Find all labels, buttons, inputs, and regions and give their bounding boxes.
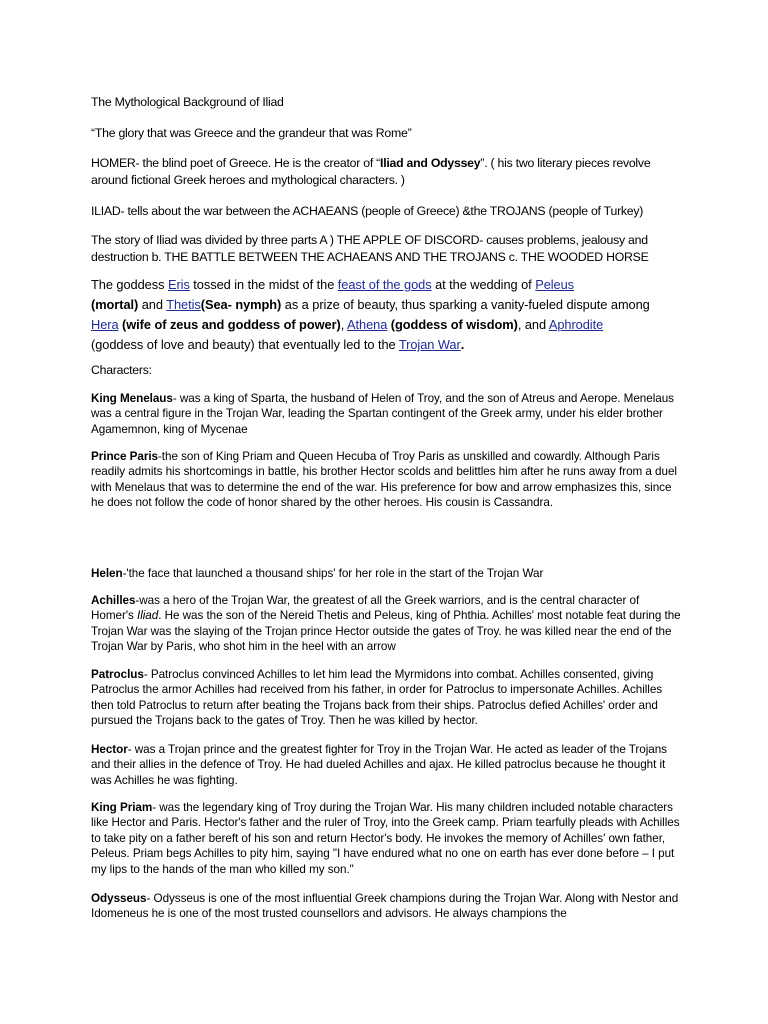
athena-link[interactable]: Athena xyxy=(347,317,388,332)
priam-paragraph xyxy=(91,800,681,877)
patroclus-paragraph xyxy=(91,667,681,729)
hector-paragraph xyxy=(91,742,681,788)
eris-link[interactable]: Eris xyxy=(167,277,190,292)
paris-paragraph xyxy=(91,449,681,511)
iliad-title-italic: Iliad xyxy=(137,609,159,623)
eris-paragraph xyxy=(91,275,651,355)
eris-text: (goddess of love and beauty) that eventually led to the xyxy=(91,337,399,352)
patroclus-name: Patroclus xyxy=(91,668,144,681)
eris-text: at the wedding of xyxy=(431,277,536,292)
odysseus-paragraph xyxy=(91,891,681,922)
homer-text-2: ”. ( his two literary pieces revolve around fictional Greek heroes and mythological characters. ) xyxy=(91,156,651,187)
sea-nymph-note: (Sea- nymph) xyxy=(200,297,282,312)
eris-text: as a prize of beauty, thus sparking a vanity-fueled dispute among xyxy=(281,297,650,312)
trojan-war-link[interactable]: Trojan War xyxy=(398,337,461,352)
hector-name: Hector xyxy=(91,743,128,756)
athena-description: (goddess of wisdom) xyxy=(387,317,518,332)
eris-text: , and xyxy=(517,317,549,332)
thetis-link[interactable]: Thetis xyxy=(166,297,201,312)
priam-name: King Priam xyxy=(91,801,153,814)
paris-name: Prince Paris xyxy=(91,450,158,463)
menelaus-name: King Menelaus xyxy=(91,392,173,405)
odysseus-name: Odysseus xyxy=(91,892,147,905)
paris-text: -the son of King Priam and Queen Hecuba of Troy Paris as unskilled and cowardly. Although Paris readily admits his shortcomings in battle, his brother Hector scolds and belittles him after he runs away from a duel with Menelaus that was to determine the end of the war. His preference for bow and arrow emphasizes this, since he does not follow the code of honor shared by the other heroes. His cousin is Cassandra. xyxy=(91,450,677,510)
homer-label: HOMER xyxy=(91,156,136,170)
helen-text: -'the face that launched a thousand ships' for her role in the start of the Trojan War xyxy=(122,567,544,580)
quote-line: “The glory that was Greece and the grandeur that was Rome” xyxy=(91,126,412,140)
eris-text: The goddess xyxy=(91,277,168,292)
feast-of-the-gods-link[interactable]: feast of the gods xyxy=(337,277,432,292)
helen-name: Helen xyxy=(91,567,123,580)
homer-paragraph xyxy=(91,155,681,189)
eris-period: . xyxy=(460,337,465,352)
eris-text: , xyxy=(340,317,348,332)
eris-text: tossed in the midst of the xyxy=(189,277,338,292)
hera-link[interactable]: Hera xyxy=(91,317,119,332)
hector-text: - was a Trojan prince and the greatest fighter for Troy in the Trojan War. He acted as leader of the Trojans and their allies in the defence of Troy. He had dueled Achilles and ajax. He killed patroclus because he thought it was Achilles he was fighting. xyxy=(91,743,667,787)
peleus-link[interactable]: Peleus xyxy=(535,277,575,292)
characters-heading: Characters: xyxy=(91,363,152,377)
achilles-name: Achilles xyxy=(91,594,136,607)
mortal-note: (mortal) xyxy=(91,297,139,312)
parts-paragraph: The story of Iliad was divided by three parts A ) THE APPLE OF DISCORD- causes problems, jealousy and destruction b. THE BATTLE BETWEEN THE ACHAEANS AND THE TROJANS c. THE WOODED HORSE xyxy=(91,233,649,264)
achilles-text-2: . He was the son of the Nereid Thetis and Peleus, king of Phthia. Achilles' most notable feat during the Trojan War was the slaying of the Trojan prince Hector outside the gates of Troy. he was killed near the end of the Trojan War by Paris, who shot him in the heel with an arrow xyxy=(91,609,681,654)
helen-paragraph xyxy=(91,566,681,581)
menelaus-paragraph xyxy=(91,391,681,437)
iliad-paragraph: ILIAD- tells about the war between the ACHAEANS (people of Greece) &the TROJANS (people of Turkey) xyxy=(91,204,644,218)
achilles-text-1: -was a hero of the Trojan War, the greatest of all the Greek warriors, and is the central character of Homer's xyxy=(91,594,640,623)
priam-text: - was the legendary king of Troy during the Trojan War. His many children included notable characters like Hector and Paris. Hector's father and the ruler of Troy, into the Greek camp. Priam tearfully pleads with Achilles to take pity on a father bereft of his son and return Hector's body. He invokes the memory of Achilles' own father, Peleus. Priam begs Achilles to pity him, saying "I have endured what no one on earth has ever done before – I put my lips to the hands of the man who killed my son." xyxy=(91,801,680,876)
menelaus-text: - was a king of Sparta, the husband of Helen of Troy, and the son of Atreus and Aerope. Menelaus was a central figure in the Trojan War, leading the Spartan contingent of the Greek army, under his elder brother Agamemnon, king of Mycenae xyxy=(91,392,674,436)
homer-works: Iliad and Odyssey xyxy=(380,156,481,170)
aphrodite-link[interactable]: Aphrodite xyxy=(548,317,604,332)
achilles-paragraph xyxy=(91,593,681,655)
patroclus-text: - Patroclus convinced Achilles to let him lead the Myrmidons into combat. Achilles consented, giving Patroclus the armor Achilles had received from his father, in order for Patroclus to impersonate Achilles. Achilles then told Patroclus to return after beating the Trojans back from their ships. Patroclus defied Achilles' order and pursued the Trojans back to the gates of Troy. Then he was killed by hector. xyxy=(91,668,663,728)
odysseus-text: - Odysseus is one of the most influential Greek champions during the Trojan War. Along with Nestor and Idomeneus he is one of the most trusted counsellors and advisors. He always champions the xyxy=(91,892,679,921)
homer-text-1: - the blind poet of Greece. He is the creator of “ xyxy=(135,156,381,170)
hera-description: (wife of zeus and goddess of power) xyxy=(118,317,341,332)
eris-text: and xyxy=(138,297,167,312)
document-title: The Mythological Background of Iliad xyxy=(91,95,284,109)
